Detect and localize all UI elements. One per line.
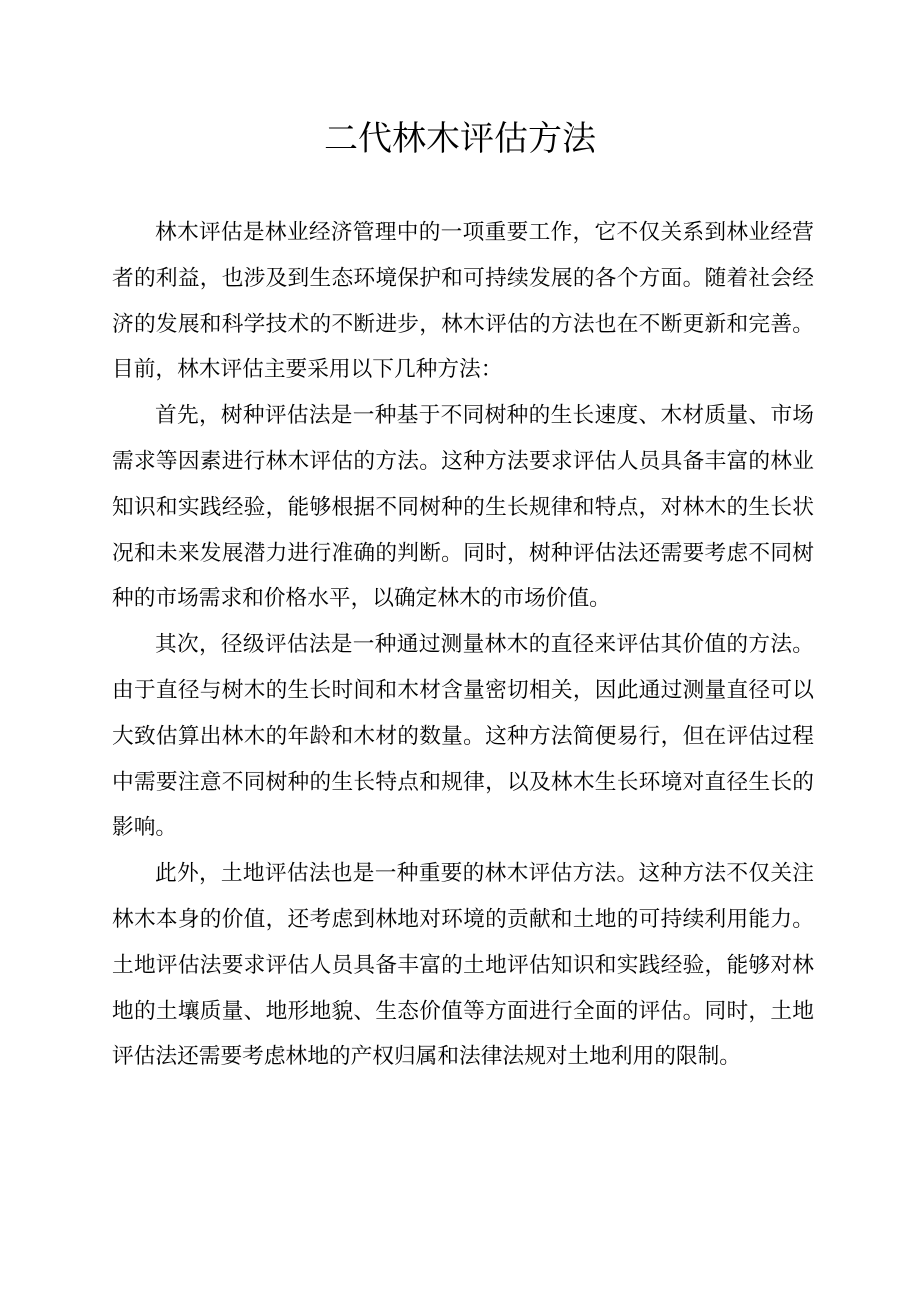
paragraph-intro: 林木评估是林业经济管理中的一项重要工作，它不仅关系到林业经营者的利益，也涉及到生态环境保护和可持续发展的各个方面。随着社会经济的发展和科学技术的不断进步，林木评估的方法也在不断更新和完善。目前，林木评估主要采用以下几种方法： (112, 220, 814, 383)
document-title: 二代林木评估方法 (324, 119, 596, 159)
document-body (112, 210, 814, 1080)
paragraph-diameter-method: 其次，径级评估法是一种通过测量林木的直径来评估其价值的方法。由于直径与树木的生长时间和木材含量密切相关，因此通过测量直径可以大致估算出林木的年龄和木材的数量。这种方法简便易行，但在评估过程中需要注意不同树种的生长特点和规律，以及林木生长环境对直径生长的影响。 (112, 632, 814, 841)
paragraph-land-method: 此外，土地评估法也是一种重要的林木评估方法。这种方法不仅关注林木本身的价值，还考虑到林地对环境的贡献和土地的可持续利用能力。土地评估法要求评估人员具备丰富的土地评估知识和实践经验，能够对林地的土壤质量、地形地貌、生态价值等方面进行全面的评估。同时，土地评估法还需要考虑林地的产权归属和法律法规对土地利用的限制。 (112, 861, 814, 1070)
paragraph-species-method: 首先，树种评估法是一种基于不同树种的生长速度、木材质量、市场需求等因素进行林木评估的方法。这种方法要求评估人员具备丰富的林业知识和实践经验，能够根据不同树种的生长规律和特点，对林木的生长状况和未来发展潜力进行准确的判断。同时，树种评估法还需要考虑不同树种的市场需求和价格水平，以确定林木的市场价值。 (112, 403, 814, 612)
